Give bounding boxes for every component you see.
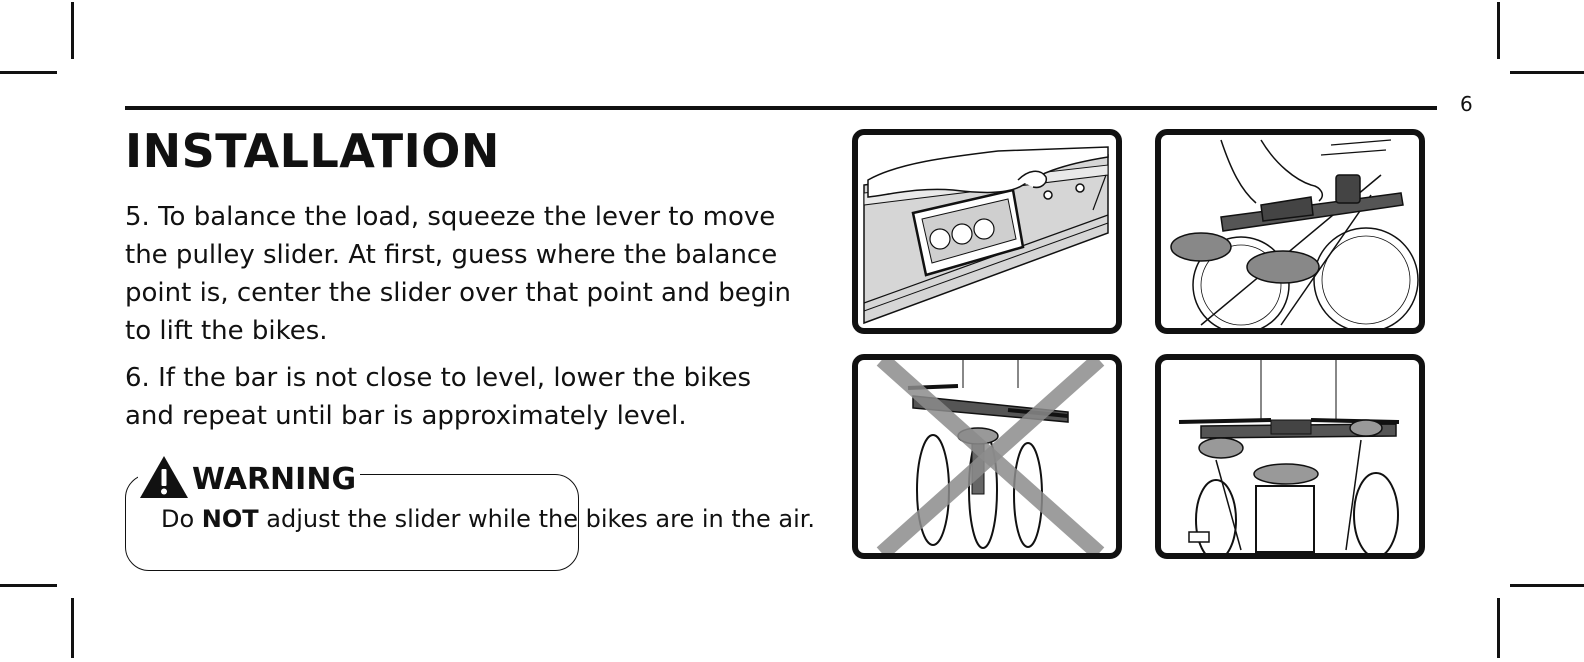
illustration-lever-closeup — [852, 129, 1122, 334]
page-title: INSTALLATION — [125, 124, 500, 178]
warning-triangle-icon — [138, 454, 190, 504]
crop-mark — [71, 598, 74, 658]
crop-mark — [1510, 71, 1584, 74]
crop-mark — [1497, 598, 1500, 658]
step-6-text: 6. If the bar is not close to level, lower the bikes and repeat until bar is approximately level. — [125, 363, 751, 431]
warning-emphasis: NOT — [201, 505, 259, 533]
warning-header — [138, 454, 360, 504]
unbalanced-bikes-crossed-out-icon — [858, 360, 1116, 553]
illustration-squeeze-lever — [1155, 129, 1425, 334]
step-5-text: 5. To balance the load, squeeze the lever to move the pulley slider. At first, guess where the balance point is, center the slider over that point and begin to lift the bikes. — [125, 202, 791, 346]
header-rule — [125, 106, 1437, 110]
warning-text-end: adjust the slider while the bikes are in the air. — [258, 505, 816, 533]
pulley-slider-lever-icon — [858, 135, 1116, 328]
crop-mark — [0, 71, 57, 74]
illustration-level-bikes — [1155, 354, 1425, 559]
crop-mark — [71, 2, 74, 59]
warning-text — [161, 502, 815, 536]
crop-mark — [0, 584, 57, 587]
hand-squeezing-lever-icon — [1161, 135, 1419, 328]
crop-mark — [1510, 584, 1584, 587]
warning-title: WARNING — [192, 461, 357, 497]
illustration-unbalanced-bikes — [852, 354, 1122, 559]
level-bikes-icon — [1161, 360, 1419, 553]
page-number: 6 — [1460, 92, 1473, 116]
crop-mark — [1497, 2, 1500, 59]
warning-text-start: Do — [161, 505, 202, 533]
